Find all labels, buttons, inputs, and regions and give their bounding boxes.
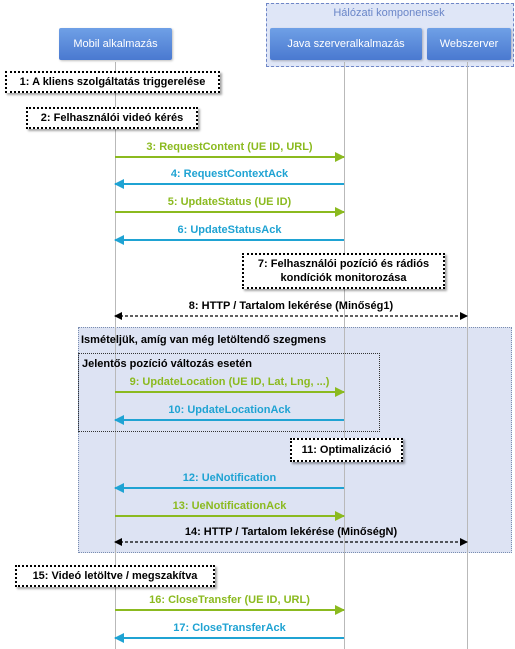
- note-1: 1: A kliens szolgáltatás triggerelése: [5, 71, 220, 93]
- message-13-label: 13: UeNotificationAck: [172, 500, 287, 512]
- message-9-label: 9: UpdateLocation (UE ID, Lat, Lng, ...): [129, 376, 330, 388]
- message-3-label: 3: RequestContent (UE ID, URL): [146, 141, 313, 153]
- message-16-label: 16: CloseTransfer (UE ID, URL): [149, 594, 310, 606]
- message-6-label: 6: UpdateStatusAck: [177, 224, 282, 236]
- participant-mobile: Mobil alkalmazás: [59, 28, 172, 60]
- message-8-label: 8: HTTP / Tartalom lekérése (Minőség1): [188, 300, 394, 312]
- participant-java: Java szerveralkalmazás: [270, 28, 422, 60]
- message-14-label: 14: HTTP / Tartalom lekérése (MinőségN): [184, 526, 398, 538]
- note-7-line-2: kondíciók monitorozása: [280, 272, 407, 284]
- condition-label: Jelentős pozíció változás esetén: [82, 358, 252, 370]
- participant-web: Webszerver: [427, 28, 511, 60]
- network-components-title: Hálózati komponensek: [333, 7, 445, 19]
- message-4-label: 4: RequestContextAck: [170, 168, 289, 180]
- message-17-label: 17: CloseTransferAck: [173, 622, 286, 634]
- loop-label: Ismételjük, amíg van még letöltendő szegmens: [81, 334, 327, 346]
- note-2: 2: Felhasználói videó kérés: [26, 107, 198, 129]
- note-7-line-1: 7: Felhasználói pozíció és rádiós: [257, 258, 430, 270]
- message-10-label: 10: UpdateLocationAck: [168, 404, 291, 416]
- note-15: 15: Videó letöltve / megszakítva: [15, 565, 215, 587]
- message-5-label: 5: UpdateStatus (UE ID): [167, 196, 292, 208]
- note-11: 11: Optimalizáció: [290, 438, 403, 462]
- message-12-label: 12: UeNotification: [182, 472, 277, 484]
